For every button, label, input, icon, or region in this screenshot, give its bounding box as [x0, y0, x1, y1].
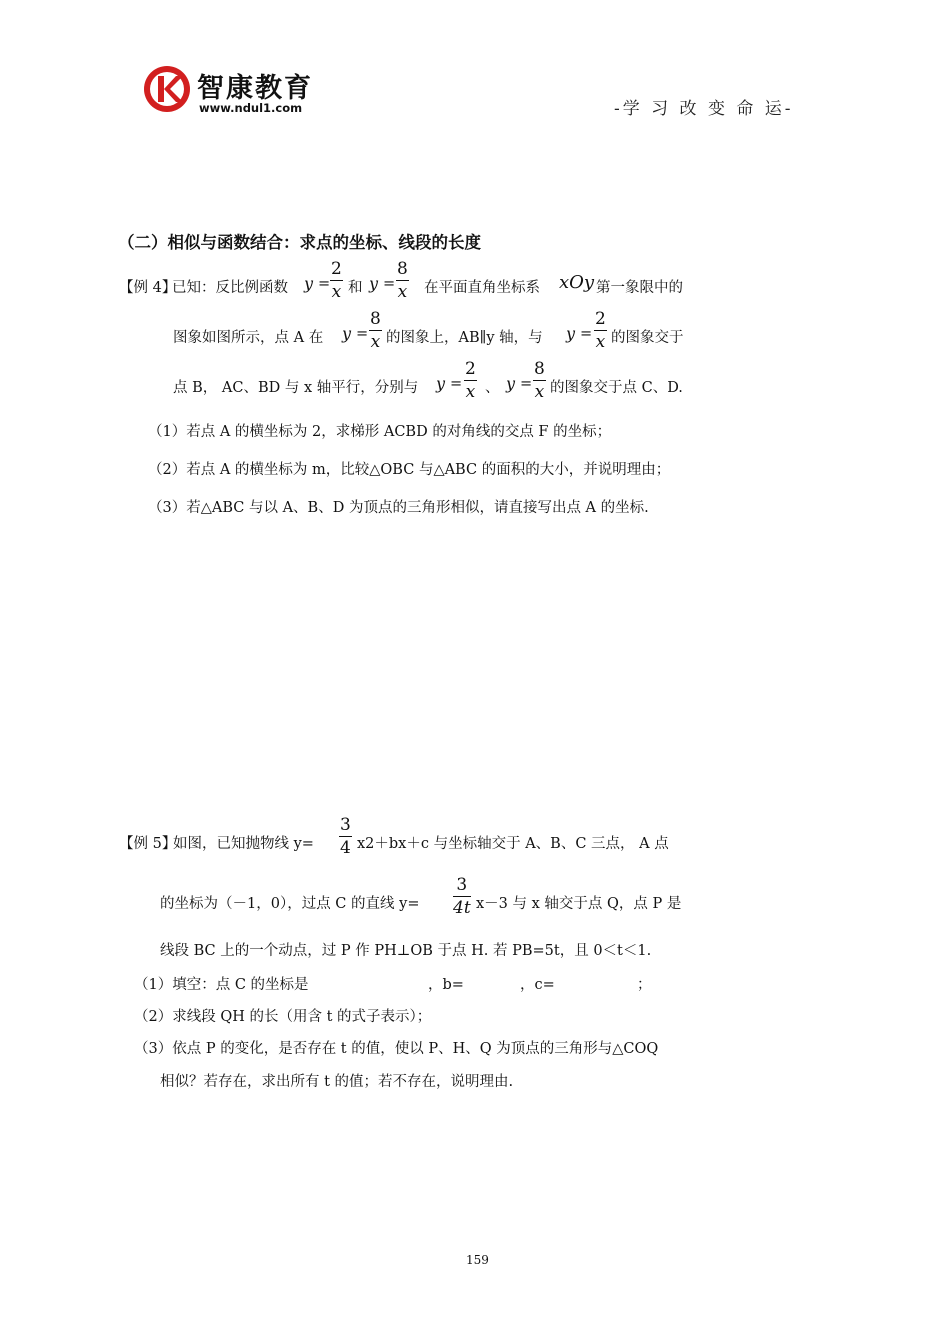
ex5-line1-text-a: 如图，已知抛物线 y=: [173, 836, 314, 852]
ex5-question-1-b-label: ，b=: [428, 977, 464, 993]
ex5-question-3-line1: （3）依点 P 的变化，是否存在 t 的值，使以 P、H、Q 为顶点的三角形与△COQ: [134, 1041, 659, 1057]
math-equals: =: [450, 376, 463, 392]
math-y: y: [436, 374, 446, 393]
ex5-question-3-line2: 相似？若存在，求出所有 t 的值；若不存在，说明理由.: [160, 1074, 514, 1090]
page-number: 159: [466, 1253, 489, 1267]
math-y: y: [304, 274, 314, 293]
fraction-2-over-x: 2 x: [465, 359, 476, 402]
section-title: （二）相似与函数结合：求点的坐标、线段的长度: [118, 233, 481, 252]
ex5-line2-text-b: x－3 与 x 轴交于点 Q，点 P 是: [476, 896, 682, 912]
math-equals: =: [356, 326, 369, 342]
ex4-line1-text-c: 第一象限中的: [596, 280, 683, 296]
math-y: y: [342, 324, 352, 343]
ex4-line2-text-c: 的图象交于: [611, 330, 684, 346]
ex4-line3-text-b: 的图象交于点 C、D.: [550, 380, 683, 396]
ex4-line1-text-b: 在平面直角坐标系: [424, 280, 540, 296]
ex5-question-2: （2）求线段 QH 的长（用含 t 的式子表示）；: [134, 1009, 432, 1025]
ex4-line1-and: 和: [348, 280, 363, 296]
fraction-2-over-x: 2 x: [595, 309, 606, 352]
ex4-question-3: （3）若△ABC 与以 A、B、D 为顶点的三角形相似，请直接写出点 A 的坐标.: [148, 500, 649, 516]
math-y: y: [506, 374, 516, 393]
example-5-tag: 【例 5】: [119, 836, 177, 852]
math-equals: =: [383, 276, 396, 292]
ex5-line1-text-b: x2＋bx＋c 与坐标轴交于 A、B、C 三点， A 点: [357, 836, 669, 852]
math-xoy: xOy: [559, 272, 595, 293]
fraction-2-over-x: 2 x: [331, 259, 342, 302]
ex5-question-1-c-label: ，c=: [520, 977, 555, 993]
math-y: y: [369, 274, 379, 293]
logo-icon: [143, 65, 191, 113]
math-equals: =: [520, 376, 533, 392]
math-y: y: [566, 324, 576, 343]
example-4-tag: 【例 4】: [119, 280, 177, 296]
ex5-question-1-end: ；: [637, 977, 652, 993]
header-motto: -学 习 改 变 命 运-: [614, 99, 794, 119]
ex4-line3-sep: 、: [485, 380, 500, 396]
fraction-3-over-4t: 3 4t: [453, 875, 471, 918]
fraction-3-over-4: 3 4: [340, 815, 351, 858]
logo-text: 智康教育: [197, 73, 313, 104]
ex4-question-2: （2）若点 A 的横坐标为 m，比较△OBC 与△ABC 的面积的大小，并说明理由；: [148, 462, 671, 478]
logo-url: www.ndul1.com: [199, 101, 303, 115]
ex4-line3-text-a: 点 B， AC、BD 与 x 轴平行，分别与: [173, 380, 419, 396]
math-equals: =: [318, 276, 331, 292]
ex5-line2-text-a: 的坐标为（－1，0），过点 C 的直线 y=: [160, 896, 420, 912]
ex4-line2-text-b: 的图象上，AB∥y 轴，与: [386, 330, 543, 346]
ex5-question-1-text: （1）填空：点 C 的坐标是: [134, 977, 309, 993]
math-equals: =: [580, 326, 593, 342]
ex4-line1-text-a: 已知：反比例函数: [172, 280, 288, 296]
ex5-line3-text: 线段 BC 上的一个动点，过 P 作 PH⊥OB 于点 H. 若 PB=5t，且 0＜t＜1.: [160, 943, 652, 959]
ex4-line2-text-a: 图象如图所示，点 A 在: [173, 330, 324, 346]
ex4-question-1: （1）若点 A 的横坐标为 2，求梯形 ACBD 的对角线的交点 F 的坐标；: [148, 424, 612, 440]
fraction-8-over-x: 8 x: [534, 359, 545, 402]
fraction-8-over-x: 8 x: [397, 259, 408, 302]
fraction-8-over-x: 8 x: [370, 309, 381, 352]
